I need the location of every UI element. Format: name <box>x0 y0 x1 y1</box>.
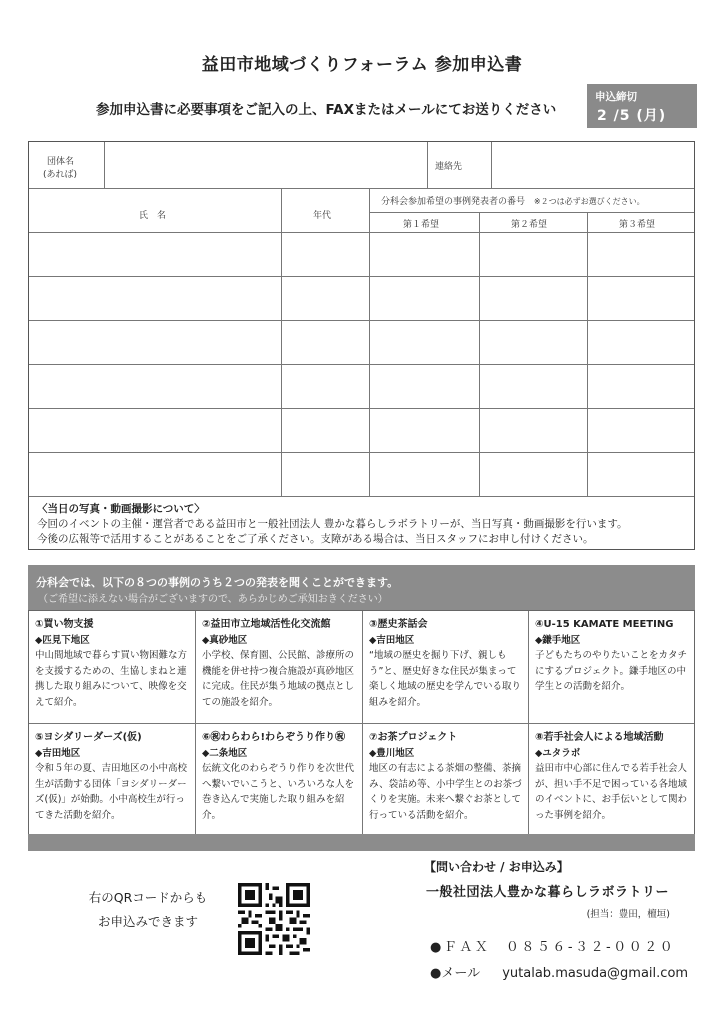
age-header: 年代 <box>313 211 332 221</box>
case-description: 子どもたちのやりたいことをカタチにするプロジェクト。鎌手地区の中学生との活動を紹介。 <box>535 650 688 692</box>
case-card <box>196 724 362 836</box>
org-name-field[interactable] <box>105 142 427 188</box>
deadline-box <box>587 84 697 128</box>
case-title: ③歴史茶話会 <box>369 619 428 630</box>
case-location: ◆ユタラボ <box>535 747 581 759</box>
case-location: ◆吉田地区 <box>35 747 81 759</box>
entry-row[interactable] <box>29 453 694 496</box>
contact-heading: 【問い合わせ / お申込み】 <box>424 860 569 874</box>
page-title: 益田市地域づくりフォーラム 参加申込書 <box>201 55 523 75</box>
contact-label: 連絡先 <box>435 162 463 172</box>
name-header: 氏 名 <box>139 211 167 221</box>
case-card <box>29 611 195 723</box>
qr-caption <box>78 886 218 934</box>
entry-row[interactable] <box>29 277 694 320</box>
case-description: 益田市中心部に住んでる若手社会人が、担い手不足で困っている各地域のイベントに、お手伝いとして関わった事例を紹介。 <box>535 763 688 821</box>
session-header <box>381 194 645 207</box>
case-card <box>529 611 695 723</box>
contact-staff: (担当：豊田，檀垣) <box>586 909 670 920</box>
photo-notice <box>37 502 687 547</box>
case-description: 令和５年の夏、吉田地区の小中高校生が活動する団体「ヨシダリーダーズ(仮)」が始動。小中高校生が行ってきた活動を紹介。 <box>35 763 188 821</box>
case-title: ⑧若手社会人による地域活動 <box>535 732 664 743</box>
case-title: ⑤ヨシダリーダーズ(仮) <box>35 732 142 743</box>
session-header-text: 分科会参加希望の事例発表者の番号 <box>381 197 526 207</box>
choice-2-header: 第２希望 <box>511 220 548 230</box>
contact-org: 一般社団法人豊かな暮らしラボラトリー <box>426 885 670 900</box>
mail-address[interactable]: yutalab.masuda@gmail.com <box>502 966 689 981</box>
case-card <box>196 611 362 723</box>
contact-block <box>420 858 700 981</box>
case-description: “地域の歴史を掘り下げ、親しもう”と、歴史好きな住民が集まって楽しく地域の歴史を学んでいる取り組みを紹介。 <box>369 650 522 708</box>
case-location: ◆吉田地区 <box>369 634 415 646</box>
session-header-note: ※２つは必ずお選びください。 <box>533 197 645 206</box>
case-description: 地区の有志による茶畑の整備、茶摘み、袋詰め等、小中学生とのお茶づくりを実施。未来へ繋ぐお茶として行っている活動を紹介。 <box>369 763 522 821</box>
page-subtitle: 参加申込書に必要事項をご記入の上、FAXまたはメールにてお送りください <box>96 102 557 118</box>
case-card <box>363 724 529 836</box>
deadline-date: 2 /5 (月) <box>597 108 667 124</box>
entry-row[interactable] <box>29 321 694 364</box>
case-card <box>29 724 195 836</box>
qr-code-icon[interactable] <box>238 883 310 955</box>
entry-row[interactable] <box>29 365 694 408</box>
choice-3-header: 第３希望 <box>619 220 656 230</box>
case-card <box>363 611 529 723</box>
case-description: 伝統文化のわらぞうり作りを次世代へ繋いでいこうと、いろいろな人を巻き込んで実施した取り組みを紹介。 <box>202 763 355 821</box>
contact-mail <box>430 962 688 981</box>
case-location: ◆匹見下地区 <box>35 634 90 646</box>
case-description: 小学校、保育園、公民館、診療所の機能を併せ持つ複合施設が真砂地区に完成。住民が集う地域の拠点としての施設を紹介。 <box>202 650 355 708</box>
application-form <box>28 141 695 550</box>
org-name-sublabel: (あれば) <box>43 170 78 180</box>
photo-line-2: 今後の広報等で活用することがあることをご了承ください。支障がある場合は、当日スタッフにお申し付けください。 <box>37 533 594 545</box>
case-location: ◆真砂地区 <box>202 634 248 646</box>
case-location: ◆豊川地区 <box>369 747 415 759</box>
case-location: ◆鎌手地区 <box>535 634 581 646</box>
choice-1-header: 第１希望 <box>403 220 440 230</box>
case-title: ①買い物支援 <box>35 619 94 630</box>
photo-heading: 〈当日の写真・動画撮影について〉 <box>37 503 205 515</box>
contact-fax: ●ＦＡＸ ０８５６-３２-００２０ <box>430 940 676 955</box>
case-location: ◆二条地区 <box>202 747 248 759</box>
session-band-line2: （ご希望に添えない場合がございますので、あらかじめご承知おきください） <box>38 594 388 605</box>
deadline-label: 申込締切 <box>595 91 637 103</box>
case-description: 中山間地域で暮らす買い物困難な方を支援するための、生協しまねと連携した取り組みについて、映像を交えて紹介。 <box>35 650 188 708</box>
case-grid <box>28 610 695 836</box>
entry-row[interactable] <box>29 409 694 452</box>
contact-field[interactable] <box>492 142 694 188</box>
case-title: ⑥㊗わらわら!わらぞうり作り㊗ <box>202 732 346 743</box>
org-name-label: 団体名 <box>47 157 75 167</box>
qr-caption-line2: お申込みできます <box>97 914 198 929</box>
case-card <box>529 724 695 836</box>
case-title: ④U-15 KAMATE MEETING <box>535 619 674 630</box>
photo-line-1: 今回のイベントの主催・運営者である益田市と一般社団法人 豊かな暮らしラボラトリーが、当日写真・動画撮影を行います。 <box>37 518 628 530</box>
qr-caption-line1: 右のQRコードからも <box>88 890 208 905</box>
footer-band <box>28 834 695 851</box>
session-band <box>28 565 695 610</box>
session-band-line1: 分科会では、以下の８つの事例のうち２つの発表を聞くことができます。 <box>36 576 399 589</box>
mail-label: ●メール <box>430 966 481 981</box>
entry-row[interactable] <box>29 233 694 276</box>
case-title: ②益田市立地域活性化交流館 <box>202 619 331 630</box>
case-title: ⑦お茶プロジェクト <box>369 732 458 743</box>
